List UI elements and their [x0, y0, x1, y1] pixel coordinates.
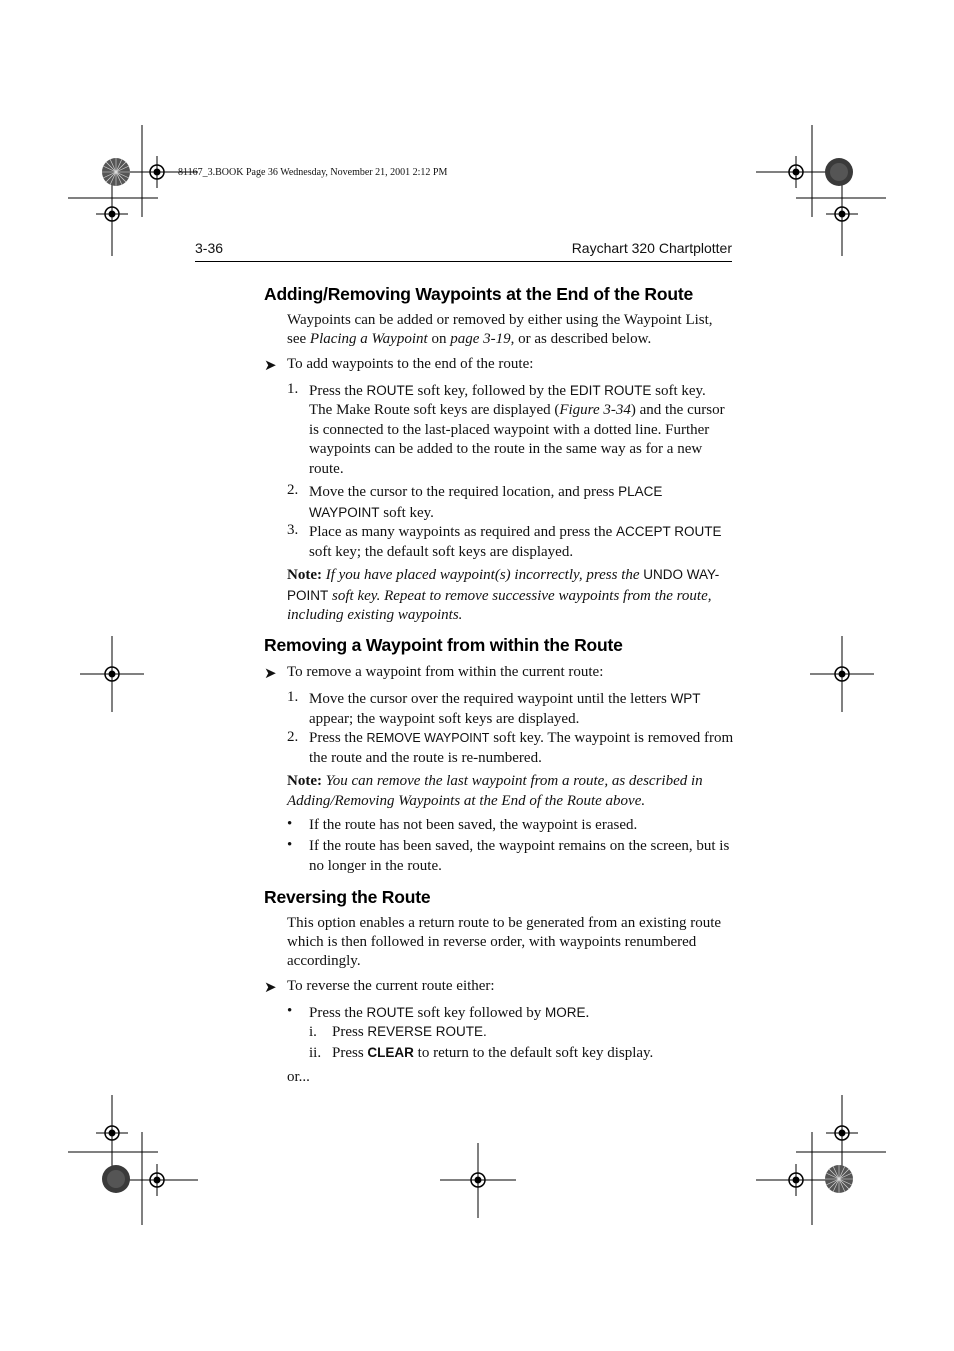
step-number: 3.: [287, 522, 299, 538]
soft-key-label: CLEAR: [367, 1045, 414, 1060]
intro-text: , or as described below.: [510, 331, 652, 347]
section-intro: This option enables a return route to be generated from an existing route which is then followed in reverse order, with waypoints renumbered accordingly.: [287, 915, 722, 969]
bullet-text: Press the ROUTE soft key followed by MORE.: [309, 1005, 590, 1021]
soft-key-label: WPT: [670, 691, 701, 706]
step-number: 2.: [287, 729, 299, 745]
color-registration-wheel-icon: [824, 1164, 854, 1194]
step-text: Press the REMOVE WAYPOINT soft key. The waypoint is removed from the route and the route is re-numbered.: [309, 730, 734, 766]
procedure-intro: To reverse the current route either:: [287, 978, 495, 994]
cross-reference-link[interactable]: Placing a Waypoint: [309, 331, 428, 347]
arrow-bullet-icon: ➤: [264, 666, 277, 682]
soft-key-label: REVERSE ROUTE.: [367, 1024, 487, 1039]
soft-key-label: ROUTE: [366, 1005, 414, 1020]
section-intro: [287, 311, 734, 349]
step-detail: The Make Route soft keys are displayed (Figure 3-34) and the cursor is connected to the last-placed waypoint with a dotted line. Further waypoints can be added to the route in the same way as for a new route.: [309, 402, 725, 477]
arrow-bullet-icon: ➤: [264, 980, 277, 996]
color-registration-wheel-icon: [101, 157, 131, 187]
print-slug: 81167_3.BOOK Page 36 Wednesday, November 21, 2001 2:12 PM: [178, 167, 448, 178]
intro-text: on: [427, 331, 451, 347]
soft-key-label: MORE: [544, 1005, 586, 1020]
sub-step-number: ii.: [309, 1045, 322, 1061]
soft-key-label: EDIT ROUTE: [569, 383, 652, 398]
sub-step-text: Press REVERSE ROUTE.: [332, 1024, 487, 1040]
page-number: 3-36: [195, 240, 224, 256]
sub-step-text: Press CLEAR to return to the default soft key display.: [332, 1045, 654, 1061]
step-number: 2.: [287, 482, 299, 498]
running-header-title: Raychart 320 Chartplotter: [571, 240, 732, 256]
sub-step-number: i.: [309, 1024, 317, 1040]
step-text: Press the ROUTE soft key, followed by the EDIT ROUTE soft key.: [309, 383, 706, 399]
soft-key-label: UNDO WAY-POINT: [287, 567, 720, 603]
section-heading: Reversing the Route: [264, 887, 431, 907]
color-registration-wheel-icon: [101, 1164, 131, 1194]
section-heading: Removing a Waypoint from within the Route: [264, 635, 623, 655]
soft-key-label: ACCEPT ROUTE: [616, 524, 722, 539]
soft-key-label: ROUTE: [366, 383, 414, 398]
procedure-intro: To remove a waypoint from within the current route:: [287, 664, 604, 680]
bullet-text: If the route has not been saved, the waypoint is erased.: [309, 817, 638, 833]
note: Note: You can remove the last waypoint from a route, as described in Adding/Removing Waypoints at the End of the Route above.: [287, 773, 703, 809]
step-text: Move the cursor over the required waypoint until the letters WPT appear; the waypoint soft keys are displayed.: [309, 691, 701, 727]
step-text: Place as many waypoints as required and press the ACCEPT ROUTE soft key; the default soft keys are displayed.: [309, 524, 722, 560]
note-label: Note:: [287, 773, 322, 789]
figure-reference-link[interactable]: Figure 3-34: [559, 402, 631, 418]
header-rule: [195, 261, 732, 262]
continuation-text: or...: [287, 1069, 310, 1085]
intro-text: Waypoints can be added or removed by either using the Waypoint List,: [287, 312, 713, 328]
bullet-text: If the route has been saved, the waypoint remains on the screen, but is no longer in the route.: [309, 838, 730, 874]
bullet-icon: •: [287, 816, 293, 832]
soft-key-label: REMOVE WAYPOINT: [366, 731, 490, 745]
color-registration-wheel-icon: [824, 157, 854, 187]
page-reference-link[interactable]: page 3-19: [450, 331, 511, 347]
step-number: 1.: [287, 689, 299, 705]
note-label: Note:: [287, 567, 322, 583]
step-text: Move the cursor to the required location, and press PLACE WAYPOINT soft key.: [309, 484, 663, 521]
section-heading: Adding/Removing Waypoints at the End of the Route: [264, 284, 693, 304]
bullet-icon: •: [287, 1003, 293, 1019]
step-number: 1.: [287, 381, 299, 397]
bullet-icon: •: [287, 837, 293, 853]
intro-text: see: [287, 331, 310, 347]
note: Note: If you have placed waypoint(s) incorrectly, press the UNDO WAY-POINT soft key. Repeat to remove successive waypoints from the route, including existing waypoints.: [287, 567, 720, 623]
procedure-intro: To add waypoints to the end of the route:: [287, 356, 534, 372]
soft-key-label: PLACE WAYPOINT: [309, 484, 663, 520]
arrow-bullet-icon: ➤: [264, 358, 277, 374]
